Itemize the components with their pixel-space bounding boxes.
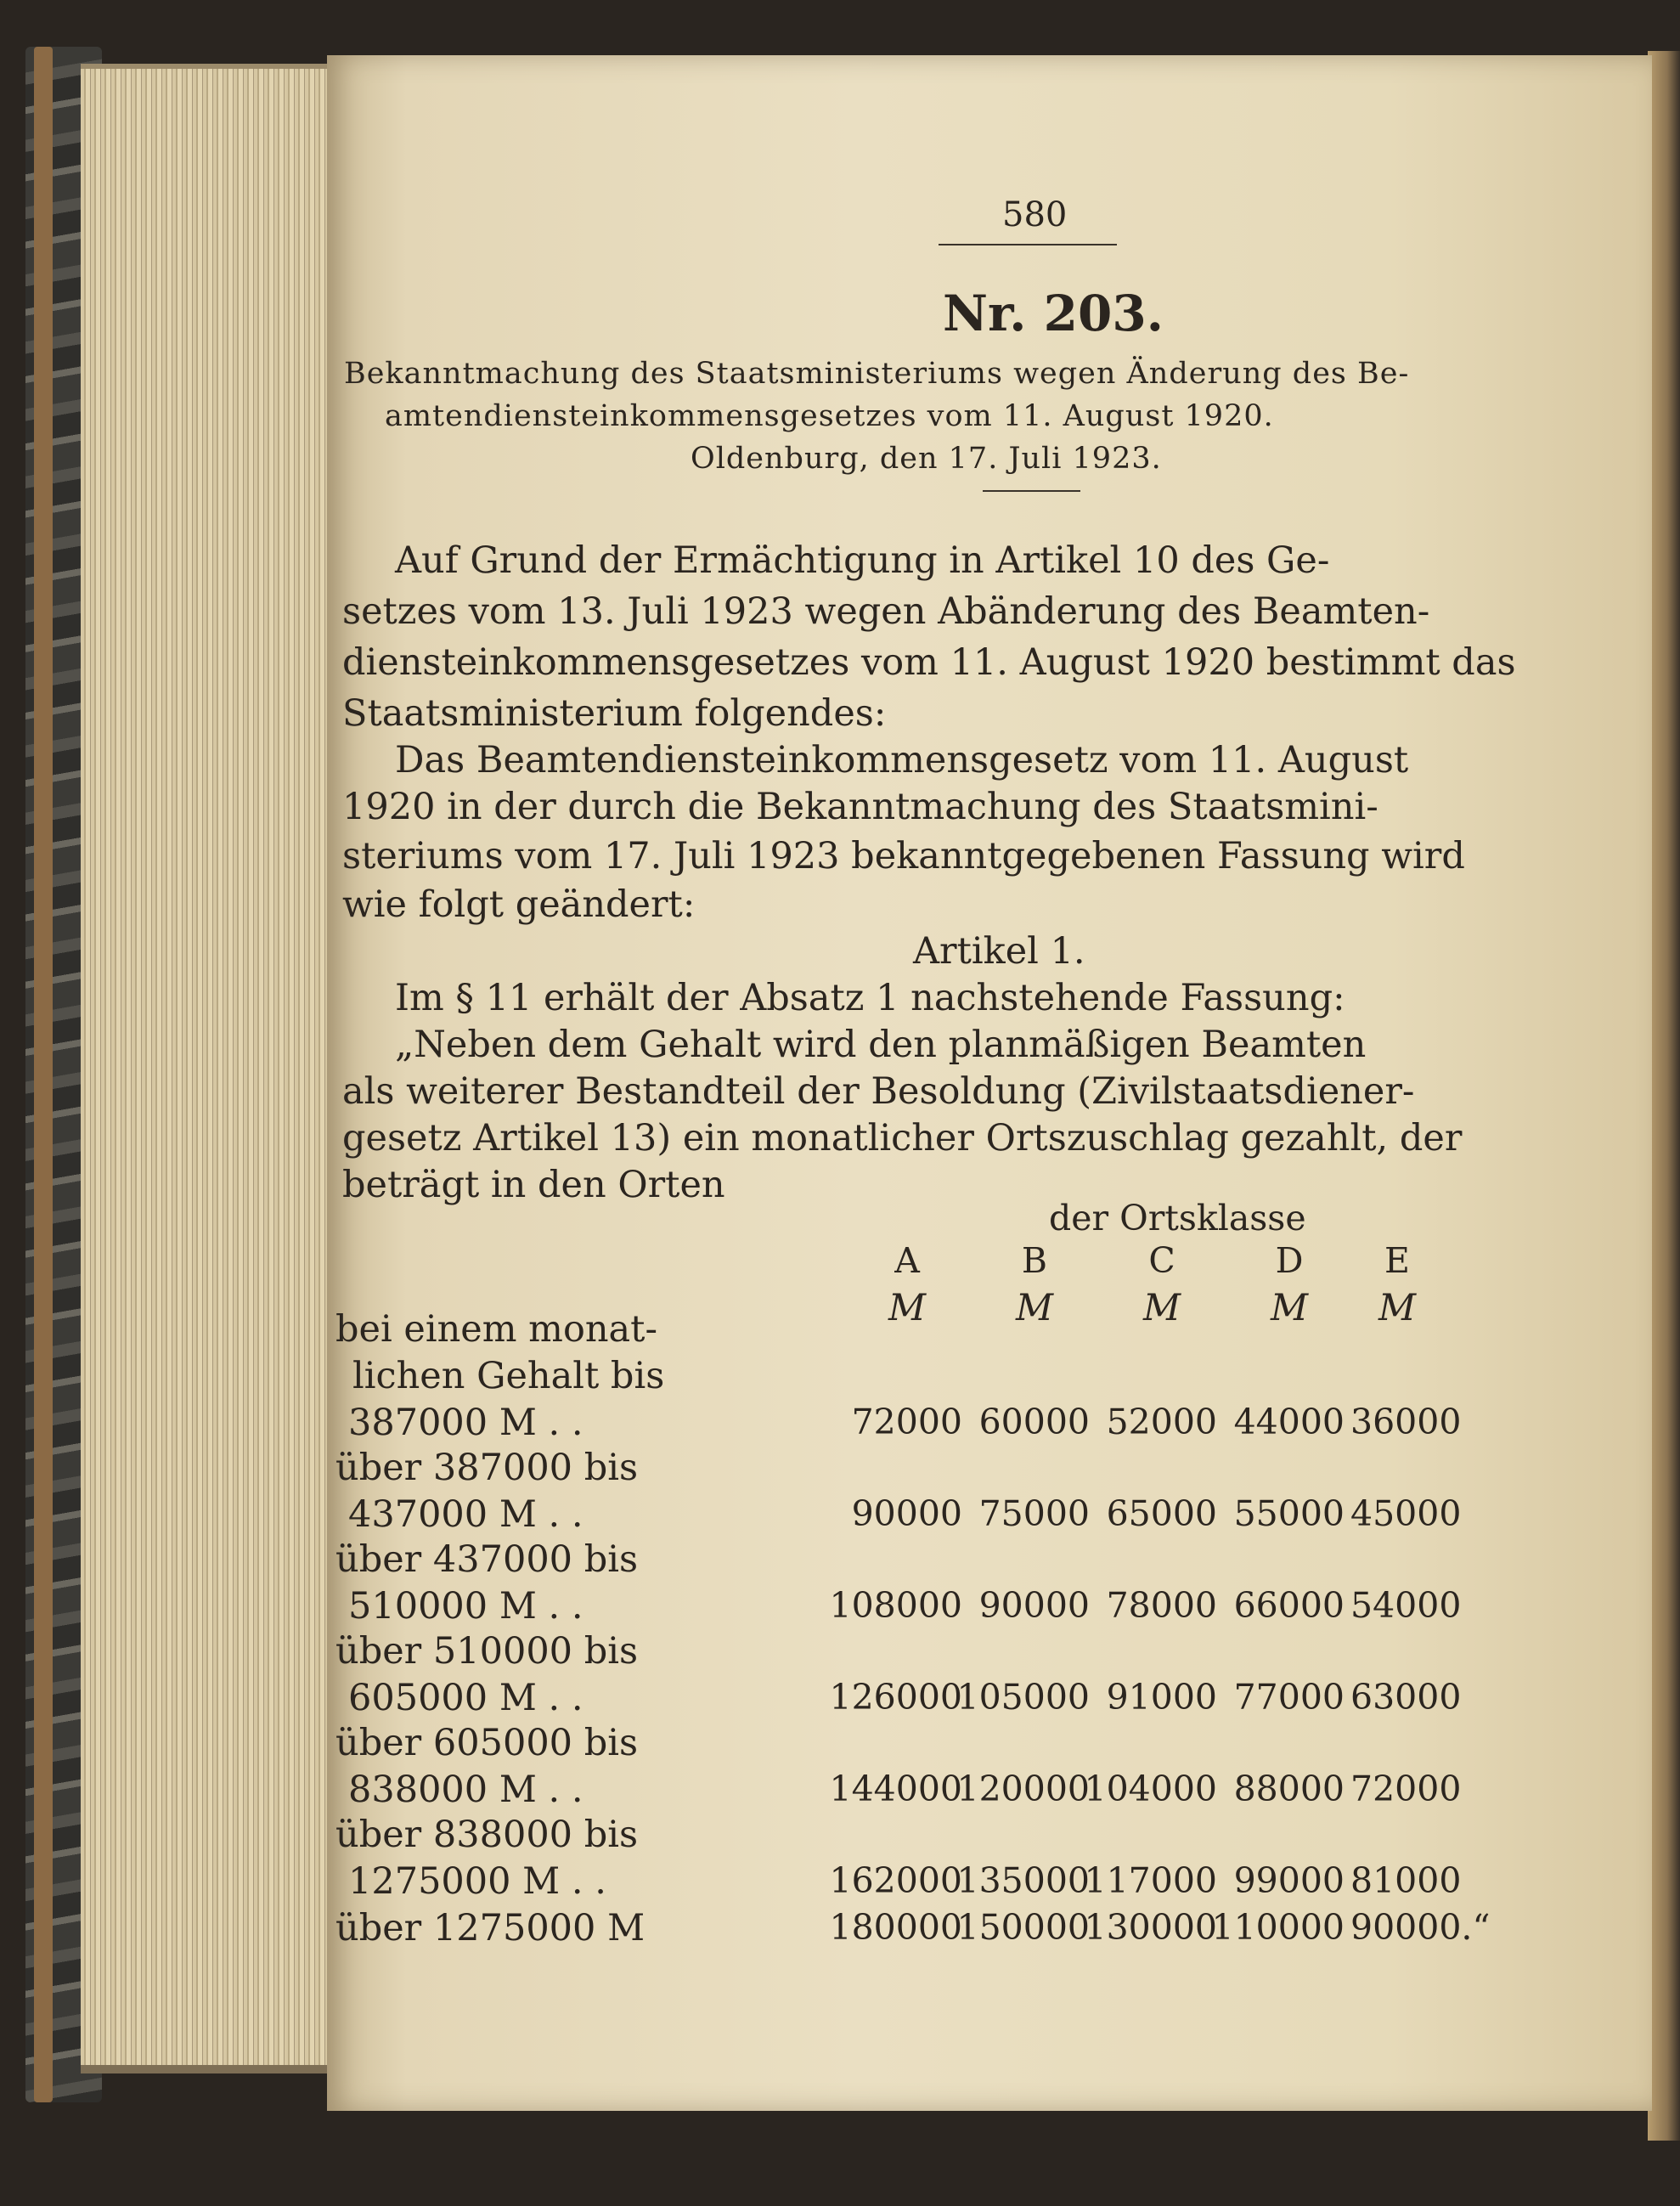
table-cell: 105000 — [956, 1677, 1090, 1718]
table-column-header: E — [1384, 1240, 1410, 1281]
table-row-label: 1275000 M . . — [348, 1860, 606, 1903]
table-cell: 90000.“ — [1350, 1907, 1491, 1948]
paragraph-line: Auf Grund der Ermächtigung in Artikel 10 des Ge- — [395, 539, 1330, 582]
table-cell: 150000 — [956, 1907, 1090, 1948]
table-row-label-top: über 387000 bis — [335, 1447, 639, 1489]
table-row-label: über 1275000 M — [335, 1907, 646, 1949]
paragraph-line: diensteinkommensgesetzes vom 11. August 1920 bestimmt das — [342, 641, 1516, 684]
table-column-header: D — [1275, 1240, 1304, 1281]
table-cell: 60000 — [978, 1402, 1090, 1442]
subtitle-line: amtendiensteinkommensgesetzes vom 11. August 1920. — [385, 399, 1274, 433]
paragraph-line: Im § 11 erhält der Absatz 1 nachstehende Fassung: — [395, 977, 1345, 1019]
table-cell: 52000 — [1106, 1402, 1217, 1442]
table-cell: 126000 — [829, 1677, 962, 1718]
table-cell: 77000 — [1233, 1677, 1345, 1718]
subtitle-line: Bekanntmachung des Staatsministeriums wegen Änderung des Be- — [344, 357, 1410, 391]
paragraph-line: steriums vom 17. Juli 1923 bekanntgegebenen Fassung wird — [342, 835, 1465, 877]
paragraph-line: wie folgt geändert: — [342, 883, 696, 926]
table-cell: 91000 — [1106, 1677, 1217, 1718]
paragraph-line: als weiterer Bestandteil der Besoldung (Zivilstaatsdiener- — [342, 1070, 1415, 1113]
table-cell: 36000 — [1350, 1402, 1462, 1442]
page-number-rule — [939, 244, 1117, 245]
table-unit-mark: M — [1270, 1287, 1309, 1329]
subtitle-line: Oldenburg, den 17. Juli 1923. — [691, 442, 1162, 476]
table-cell: 75000 — [978, 1493, 1090, 1534]
book-page — [327, 55, 1652, 2111]
table-row-label-top: über 510000 bis — [335, 1630, 639, 1673]
table-unit-mark: M — [1015, 1287, 1054, 1329]
table-cell: 45000 — [1350, 1493, 1462, 1534]
table-cell: 135000 — [956, 1860, 1090, 1901]
table-row-label: 605000 M . . — [348, 1677, 583, 1719]
table-row-label-top: über 437000 bis — [335, 1538, 639, 1581]
table-row-label-head: bei einem monat- — [335, 1308, 657, 1351]
table-unit-mark: M — [1378, 1287, 1417, 1329]
table-row-label: 387000 M . . — [348, 1402, 583, 1444]
table-cell: 110000 — [1211, 1907, 1345, 1948]
table-cell: 78000 — [1106, 1585, 1217, 1626]
table-group-header: der Ortsklasse — [1049, 1198, 1306, 1238]
table-cell: 72000 — [851, 1402, 962, 1442]
table-cell: 88000 — [1233, 1769, 1345, 1809]
table-row-label-head: lichen Gehalt bis — [352, 1355, 665, 1397]
table-cell: 44000 — [1233, 1402, 1345, 1442]
table-cell: 90000 — [851, 1493, 962, 1534]
paragraph-line: Staatsministerium folgendes: — [342, 692, 887, 735]
paragraph-line: setzes vom 13. Juli 1923 wegen Abänderung des Beamten- — [342, 590, 1430, 633]
table-cell: 54000 — [1350, 1585, 1462, 1626]
table-cell: 117000 — [1084, 1860, 1217, 1901]
paragraph-line: „Neben dem Gehalt wird den planmäßigen Beamten — [395, 1024, 1367, 1066]
table-column-header: A — [894, 1240, 920, 1281]
document-number-heading: Nr. 203. — [943, 285, 1164, 342]
table-column-header: B — [1021, 1240, 1048, 1281]
table-cell: 120000 — [956, 1769, 1090, 1809]
table-row-label-top: über 838000 bis — [335, 1814, 639, 1856]
table-row-label-top: über 605000 bis — [335, 1722, 639, 1764]
table-column-header: C — [1148, 1240, 1175, 1281]
table-row-label: 510000 M . . — [348, 1585, 583, 1628]
table-cell: 63000 — [1350, 1677, 1462, 1718]
book-right-edge — [1648, 51, 1680, 2141]
table-cell: 99000 — [1233, 1860, 1345, 1901]
article-heading: Artikel 1. — [913, 930, 1085, 973]
table-row-label: 437000 M . . — [348, 1493, 583, 1536]
table-cell: 66000 — [1233, 1585, 1345, 1626]
table-cell: 108000 — [829, 1585, 962, 1626]
subtitle-rule — [983, 490, 1080, 492]
table-cell: 55000 — [1233, 1493, 1345, 1534]
table-cell: 162000 — [829, 1860, 962, 1901]
table-unit-mark: M — [888, 1287, 927, 1329]
table-cell: 104000 — [1084, 1769, 1217, 1809]
table-cell: 180000 — [829, 1907, 962, 1948]
paragraph-line: gesetz Artikel 13) ein monatlicher Ortszuschlag gezahlt, der — [342, 1117, 1463, 1159]
paragraph-line: 1920 in der durch die Bekanntmachung des Staatsmini- — [342, 786, 1378, 828]
table-unit-mark: M — [1142, 1287, 1181, 1329]
table-row-label: 838000 M . . — [348, 1769, 583, 1811]
paragraph-line: beträgt in den Orten — [342, 1164, 725, 1206]
table-cell: 72000 — [1350, 1769, 1462, 1809]
table-cell: 144000 — [829, 1769, 962, 1809]
paragraph-line: Das Beamtendiensteinkommensgesetz vom 11. August — [395, 739, 1409, 781]
table-cell: 81000 — [1350, 1860, 1462, 1901]
page-number: 580 — [1002, 195, 1068, 234]
page-edges — [81, 64, 335, 2073]
table-cell: 65000 — [1106, 1493, 1217, 1534]
table-cell: 130000 — [1084, 1907, 1217, 1948]
table-cell: 90000 — [978, 1585, 1090, 1626]
book-cover-leather-edge — [34, 47, 53, 2102]
